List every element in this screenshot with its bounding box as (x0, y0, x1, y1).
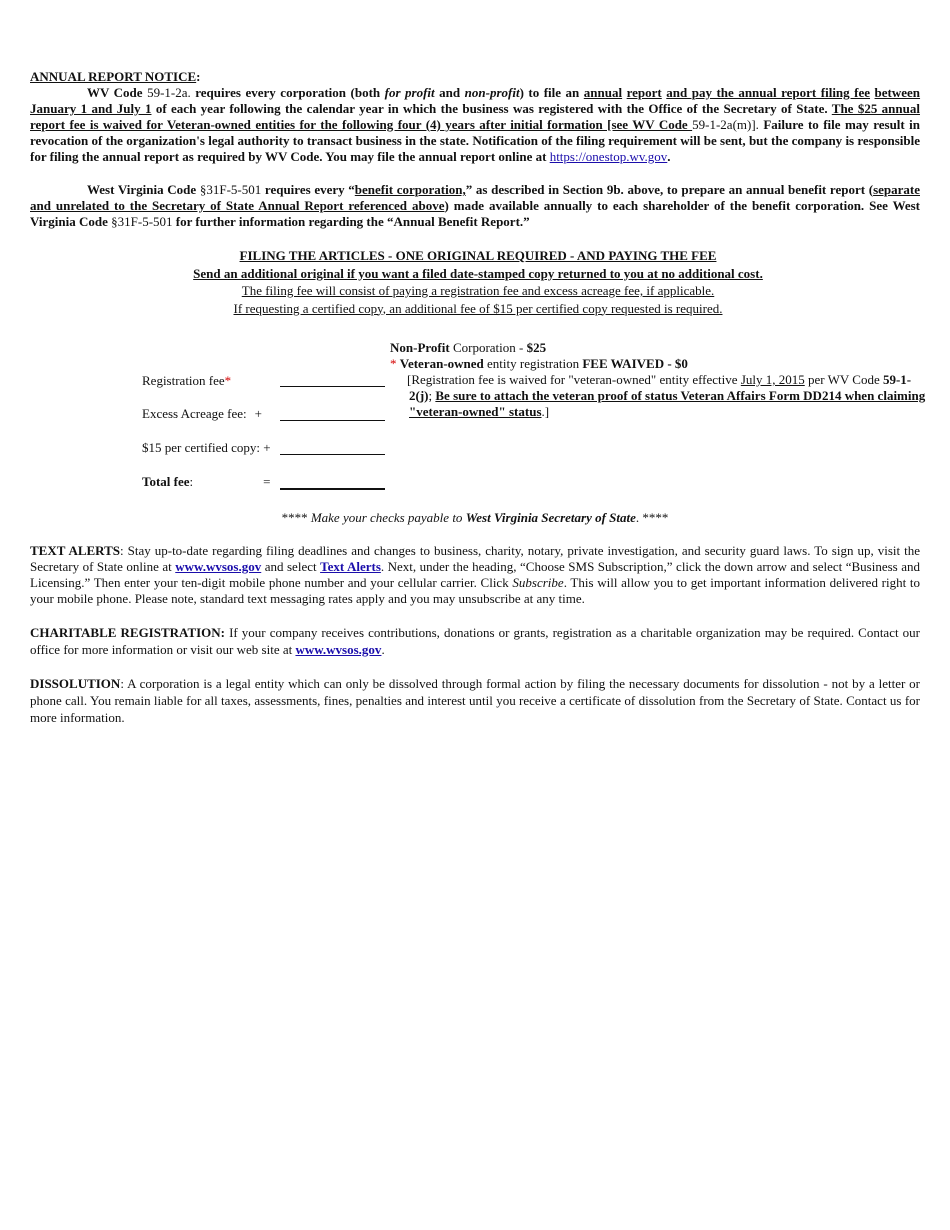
text-run: . This will allow you to get important information delivered right to your mobile phone. Please note, standard text messaging rates apply and you may unsubscribe at any time. (30, 575, 920, 606)
text-run: ) to file an (519, 85, 584, 100)
text-run: per WV Code (804, 372, 883, 387)
text-run: ) made available annually to each shareholder of the benefit corporation. See West Virginia Code (30, 198, 921, 229)
certified-copy-input[interactable] (280, 440, 385, 455)
text-run: separate and unrelated to the Secretary of State Annual Report referenced above (30, 182, 920, 213)
benefit-corporation-paragraph (30, 182, 920, 230)
text-run: West Virginia Code (87, 182, 200, 197)
text-run: Non-Profit (390, 340, 450, 355)
text-run: §31F-5-501 (199, 182, 265, 197)
text-run: . Next, under the heading, “Choose SMS Subscription,” click the down arrow and select “Business and Licensing.” Then enter your ten-digit mobile phone number and your cellular carrier. Click (30, 559, 921, 590)
text-run: WV Code (87, 85, 148, 100)
text-run: The $25 annual report fee is waived for Veteran-owned entities for the following four (4) years after initial formation [see WV Code (30, 101, 920, 132)
text-run: Make your checks payable to (310, 510, 466, 525)
text-run: **** (281, 510, 311, 525)
text-run: for further information regarding the “Annual Benefit Report.” (175, 214, 530, 229)
text-run: . **** (635, 510, 669, 525)
text-run: Veteran-owned (399, 356, 484, 371)
text-run: July 1, 2015 (740, 372, 805, 387)
text-run: 59-1-2a. (147, 85, 196, 100)
excess-acreage-label: Excess Acreage fee: (142, 406, 247, 421)
text-run: . (381, 642, 385, 657)
filing-original-note: Send an additional original if you want a filed date-stamped copy returned to you at no additional cost. (193, 265, 763, 281)
text-run: Be sure to attach the veteran proof of status Veteran Affairs Form DD214 when claiming "veteran-owned" status (409, 388, 926, 419)
total-fee-label: Total fee (142, 474, 190, 489)
check-payable-note (30, 510, 920, 526)
document-page (30, 69, 926, 725)
text-run: entity registration (483, 356, 583, 371)
registration-fee-label: Registration fee (142, 373, 225, 388)
text-run: benefit corporation, (354, 182, 466, 197)
text-run: .] (541, 404, 550, 419)
plus-sign: + (254, 406, 263, 421)
text-run: for profit (384, 85, 435, 100)
text-run: between January 1 and July 1 (30, 85, 921, 116)
text-run: ” as described in Section 9b. above, to prepare an annual benefit report ( (465, 182, 874, 197)
text-run: report (626, 85, 662, 100)
text-run: If your company receives contributions, donations or grants, registration as a charitable organization may be required. Contact our office for more information or visit our web site at (30, 625, 920, 657)
text-run: : A corporation is a legal entity which can only be dissolved through formal action by filing the necessary documents for dissolution - not by a letter or phone call. You remain liable for all taxes, assessments, fines, penalties and interest until you receive a certificate of dissolution from the Secretary of State. Contact us for more information. (30, 676, 920, 725)
total-fee-row: Total fee: = (142, 474, 271, 489)
certified-copy-row (142, 440, 271, 456)
text-run: TEXT ALERTS (30, 543, 121, 558)
text-run: 59-1-2(j) (409, 372, 912, 403)
equals-sign: = (263, 474, 271, 489)
text-run: : Stay up-to-date regarding filing deadlines and changes to business, charity, notary, private investigation, and security guard laws. To sign up, visit the Secretary of State online at (30, 543, 920, 574)
text-run: §31F-5-501 (111, 214, 176, 229)
text-run: of each year following the calendar year in which the business was registered with the Office of the Secretary of State. (151, 101, 832, 116)
excess-acreage-input[interactable] (280, 406, 385, 421)
text-run: . (667, 149, 671, 164)
text-run: Failure to file may result in revocation of the organization's legal authority to transact business in the state. Notification of the filing requirement will be sent, but the company is responsible for filing the annual report as required by WV Code. You may file the annual report online at (30, 117, 920, 164)
hyperlink[interactable]: https://onestop.wv.gov (549, 149, 668, 164)
text-run: and select (261, 559, 321, 574)
text-run: CHARITABLE REGISTRATION: (30, 625, 226, 640)
text-run: $25 (526, 340, 547, 355)
annual-report-heading: ANNUAL REPORT NOTICE: (30, 69, 201, 84)
veteran-waiver-note (390, 372, 930, 420)
hyperlink[interactable]: www.wvsos.gov (295, 642, 382, 657)
total-fee-input[interactable] (280, 474, 385, 490)
excess-acreage-row (142, 406, 262, 422)
filing-title: FILING THE ARTICLES - ONE ORIGINAL REQUIRED - AND PAYING THE FEE (239, 248, 717, 263)
text-run: non-profit (464, 85, 520, 100)
text-run: and (434, 85, 465, 100)
dissolution-paragraph (30, 675, 920, 726)
fee-schedule (390, 340, 930, 420)
text-run: DISSOLUTION (30, 676, 121, 691)
text-run: Corporation - (449, 340, 527, 355)
veteran-fee-line (390, 356, 930, 372)
text-run: 59-1-2a(m)]. (692, 117, 764, 132)
text-alerts-paragraph (30, 543, 920, 607)
text-run: ; (428, 388, 436, 403)
fee-calculation (142, 340, 926, 490)
filing-section (30, 247, 920, 317)
filing-fee-note: The filing fee will consist of paying a registration fee and excess acreage fee, if applicable. (241, 283, 715, 298)
certified-copy-label: $15 per certified copy: + (142, 440, 271, 455)
registration-fee-input[interactable] (280, 372, 385, 387)
text-run: Subscribe (512, 575, 564, 590)
text-run: requires every corporation (both (195, 85, 385, 100)
registration-fee-row (142, 373, 231, 389)
text-run: annual (583, 85, 623, 100)
text-run: West Virginia Secretary of State (465, 510, 636, 525)
certified-copy-note: If requesting a certified copy, an additional fee of $15 per certified copy requested is required. (233, 300, 723, 316)
text-run: and pay the annual report filing fee (666, 85, 871, 100)
hyperlink[interactable]: Text Alerts (320, 559, 381, 574)
annual-report-paragraph (30, 85, 920, 165)
nonprofit-fee-line (390, 340, 930, 356)
required-star: * (224, 373, 232, 388)
text-run: FEE WAIVED - $0 (582, 356, 688, 371)
text-run: requires every “ (264, 182, 355, 197)
text-run: * (390, 356, 400, 371)
text-run: [Registration fee is waived for "veteran-owned" entity effective (407, 372, 741, 387)
hyperlink[interactable]: www.wvsos.gov (175, 559, 262, 574)
charitable-registration-paragraph (30, 624, 920, 658)
